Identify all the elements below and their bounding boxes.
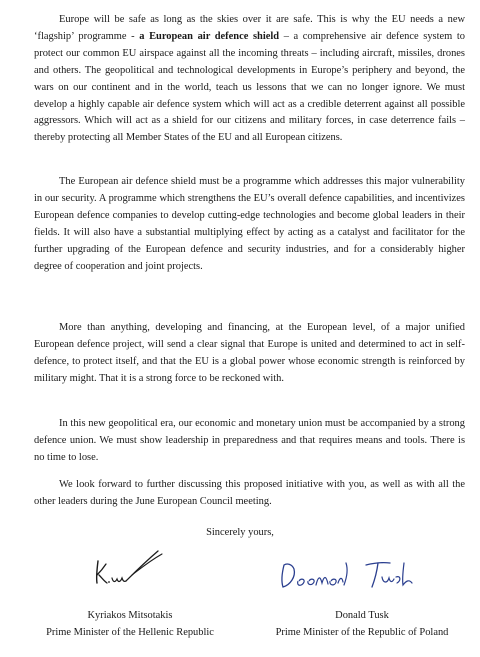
paragraph-1	[34, 12, 465, 147]
paragraph-1-intro: Europe will be safe as long as the skies over it are safe. This is why the EU needs a new ‘flagship’ programme -	[34, 14, 465, 42]
paragraph-1-emphasis: a European air defence shield	[139, 30, 280, 42]
signatory-title: Prime Minister of the Hellenic Republic	[46, 627, 214, 638]
signatory-title: Prime Minister of the Republic of Poland	[275, 627, 449, 638]
paragraph-3: More than anything, developing and financing, at the European level, of a major unified European defence project, will send a clear signal that Europe is united and determined to act in self-defence, to protect itself, and that the EU is a global power whose economic strength is reinforced by military might. That it is a strong force to be reckoned with.	[34, 322, 465, 384]
paragraph-1-body: – a comprehensive air defence system to protect our common EU airspace against all the incoming threats – including aircraft, missiles, drones and others. The geopolitical and technological developments in Europe’s periphery and beyond, the wars on our continent and in the world, teach us lessons that we can no longer ignore. We must develop a highly capable air defence system which will act as a credible deterrent against all possible aggressors. Which will act as a shield for our citizens and military forces, in case deterrence fails – thereby protecting all Member States of the EU and all European citizens.	[34, 30, 465, 144]
signature-tusk	[278, 555, 418, 597]
closing-salutation: Sincerely yours,	[206, 527, 274, 538]
signature-mitsotakis	[88, 545, 168, 591]
paragraph-2: The European air defence shield must be a programme which addresses this major vulnerability in our security. A programme which strengthens the EU’s overall defence capabilities, and incentivizes European defence companies to develop cutting-edge technologies and become global leaders in their fields. It will also have a substantial multiplying effect by acting as a catalyst and facilitator for the further upgrading of the European defence and security industries, and for a considerably higher degree of cooperation and joint projects.	[34, 176, 465, 272]
paragraph-5: We look forward to further discussing this proposed initiative with you, as well as with all the other leaders during the June European Council meeting.	[34, 479, 465, 507]
paragraph-4: In this new geopolitical era, our economic and monetary union must be accompanied by a strong defence union. We must show leadership in preparedness and that requires means and tools. There is no time to lose.	[34, 418, 465, 463]
signatory-name: Donald Tusk	[335, 610, 389, 621]
signatory-tusk	[252, 607, 472, 641]
signatory-mitsotakis	[30, 607, 230, 641]
signatory-name: Kyriakos Mitsotakis	[87, 610, 173, 621]
